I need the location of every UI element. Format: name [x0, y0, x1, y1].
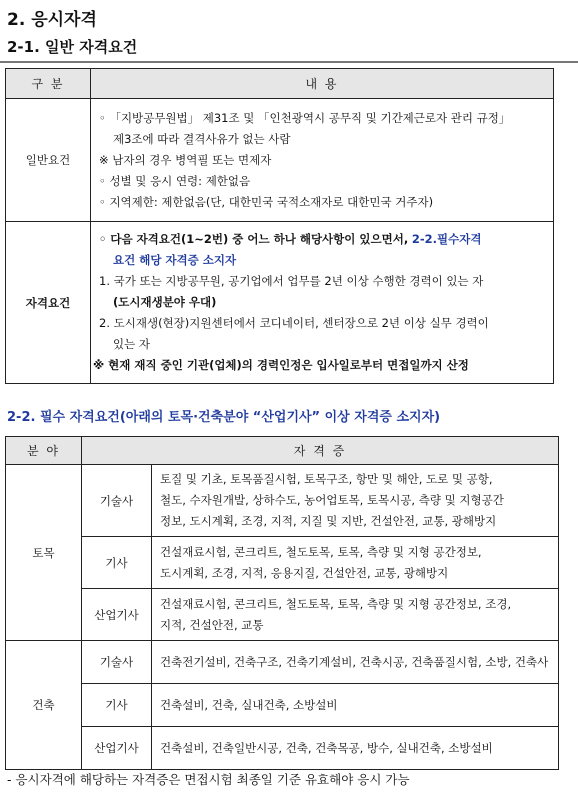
- certificate-line: 건설재료시험, 콘크리트, 철도토목, 토목, 측량 및 지형 공간정보, 조경,: [160, 596, 512, 611]
- qualification-item-1: 1. 국가 또는 지방공무원, 공기업에서 업무를 2년 이상 수행한 경력이 있는 자: [99, 274, 484, 288]
- section-title: 2. 응시자격: [7, 10, 97, 30]
- general-line: ◦ 「지방공무원법」 제31조 및 「인천광역시 공무직 및 기간제근로자 관리 규정」: [99, 110, 511, 125]
- certificate-list: [152, 684, 559, 727]
- qualification-content: [91, 222, 554, 384]
- qualification-item-2-cont: 있는 자: [113, 337, 150, 351]
- table2-header-field: 분 야: [6, 437, 82, 465]
- field-civil: 토목: [6, 465, 82, 641]
- footer-note: - 응시자격에 해당하는 자격증은 면접시험 최종일 기준 유효해야 응시 가능: [7, 772, 410, 787]
- row-label-general: 일반요건: [6, 99, 91, 222]
- certificate-line: 토질 및 기초, 토목품질시험, 토목구조, 항만 및 해안, 도로 및 공항,: [160, 472, 493, 486]
- field-architecture: 건축: [6, 641, 82, 770]
- qualification-item-2: 2. 도시재생(현장)지원센터에서 코디네이터, 센터장으로 2년 이상 실무 경력이: [99, 316, 489, 330]
- general-requirements-table: [5, 68, 554, 384]
- certificate-list: [152, 465, 559, 537]
- subsection-title-general: 2-1. 일반 자격요건: [7, 38, 138, 56]
- table2-header-certificate: 자 격 증: [82, 437, 559, 465]
- grade-label: 기술사: [82, 641, 152, 684]
- certificate-line: 건축설비, 건축일반시공, 건축, 건축목공, 방수, 실내건축, 소방설비: [160, 740, 493, 755]
- certificate-list: [152, 537, 559, 589]
- grade-label: 산업기사: [82, 727, 152, 770]
- certificate-list: [152, 589, 559, 641]
- certificate-line: 정보, 도시계획, 조경, 지적, 지질 및 지반, 건설안전, 교통, 광해방지: [160, 514, 497, 528]
- general-requirements-content: [91, 99, 554, 222]
- certificate-line: 건설재료시험, 콘크리트, 철도토목, 토목, 측량 및 지형 공간정보,: [160, 544, 482, 559]
- grade-label: 기사: [82, 684, 152, 727]
- certificate-line: 건축설비, 건축, 실내건축, 소방설비: [160, 697, 338, 712]
- certificate-list: [152, 727, 559, 770]
- certificate-line: 건축전기설비, 건축구조, 건축기계설비, 건축시공, 건축품질시험, 소방, 건축사: [160, 654, 549, 669]
- general-line: ◦ 성별 및 응시 연령: 제한없음: [99, 173, 251, 188]
- grade-label: 기사: [82, 537, 152, 589]
- certificate-line: 도시계획, 조경, 지적, 응용지질, 건설안전, 교통, 광해방지: [160, 565, 449, 580]
- certificate-line: 철도, 수자원개발, 상하수도, 농어업토목, 토목시공, 측량 및 지형공간: [160, 493, 504, 507]
- row-label-qualification: 자격요건: [6, 222, 91, 384]
- qualification-item-1-note: (도시재생분야 우대): [113, 295, 217, 309]
- qualification-intro-link-cont: 요건 해당 자격증 소지자: [113, 253, 237, 267]
- grade-label: 기술사: [82, 465, 152, 537]
- certificate-line: 지적, 건설안전, 교통: [160, 617, 264, 632]
- general-line: ◦ 지역제한: 제한없음(단, 대한민국 국적소재자로 대한민국 거주자): [99, 194, 434, 209]
- qualification-note: ※ 현재 재직 중인 기관(업체)의 경력인정은 입사일로부터 면접일까지 산정: [93, 358, 469, 372]
- table1-header-content: 내 용: [91, 69, 554, 99]
- general-line: ※ 남자의 경우 병역필 또는 면제자: [99, 152, 272, 167]
- qualification-intro-link: 2-2.필수자격: [411, 232, 482, 246]
- certificate-list: [152, 641, 559, 684]
- divider: [0, 61, 578, 63]
- grade-label: 산업기사: [82, 589, 152, 641]
- qualification-intro: ◦ 다음 자격요건(1~2번) 중 어느 하나 해당사항이 있으면서,: [99, 232, 409, 246]
- required-certificates-table: [5, 436, 559, 770]
- subsection-title-required: 2-2. 필수 자격요건(아래의 토목·건축분야 “산업기사” 이상 자격증 소지자): [7, 410, 441, 425]
- general-line: 제3조에 따라 결격사유가 없는 사람: [113, 131, 291, 146]
- table1-header-category: 구 분: [6, 69, 91, 99]
